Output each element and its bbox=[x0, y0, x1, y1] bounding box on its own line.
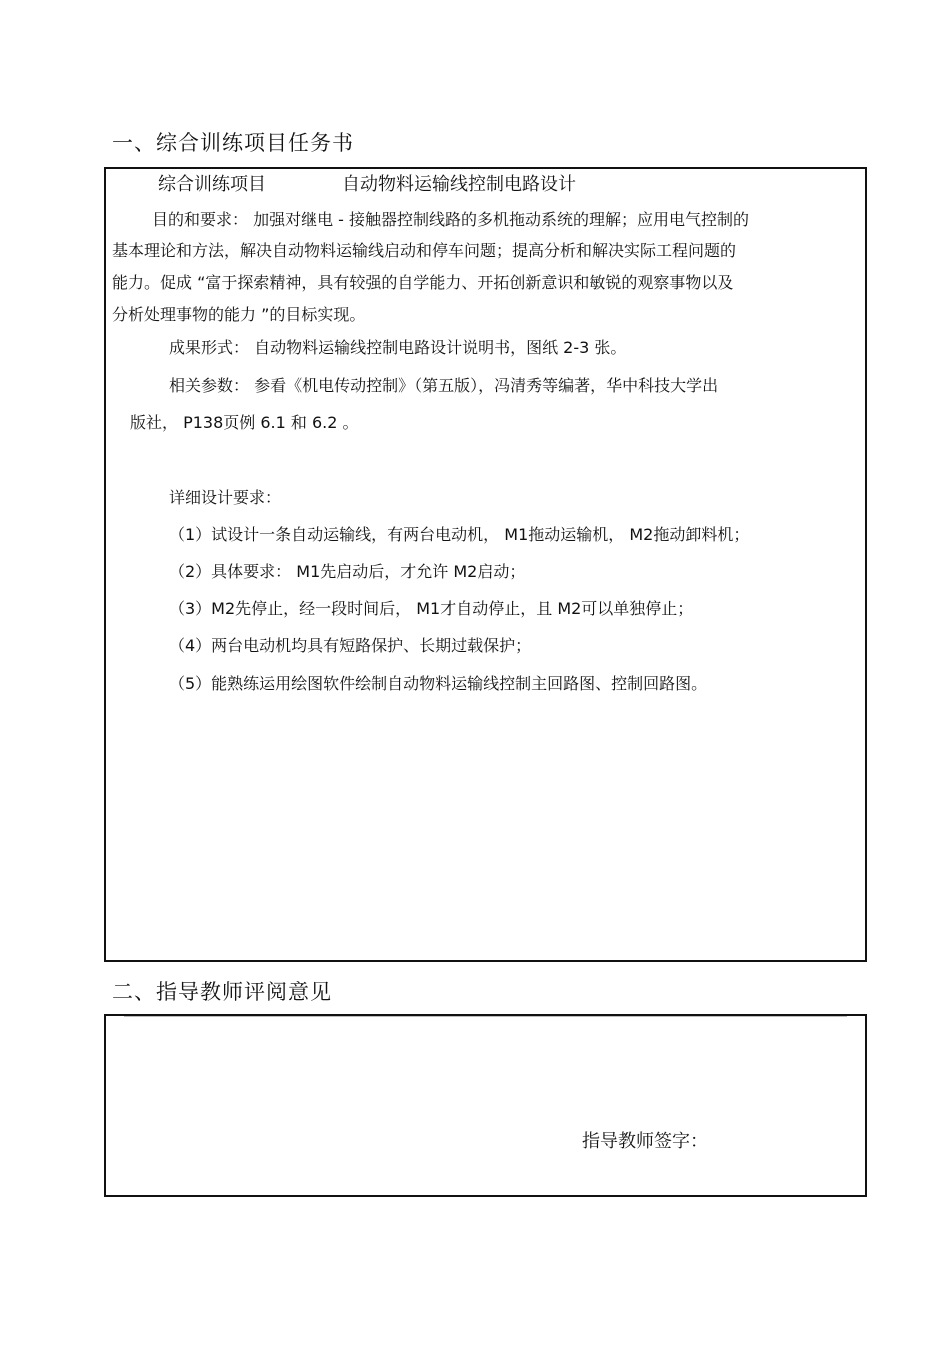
requirement-3: （3）M2先停止，经一段时间后， M1才自动停止，且 M2可以单独停止； bbox=[169, 599, 694, 618]
requirement-5: （5）能熟练运用绘图软件绘制自动物料运输线控制主回路图、控制回路图。 bbox=[169, 674, 708, 693]
detail-heading: 详细设计要求： bbox=[169, 488, 282, 507]
section2-heading: 二、指导教师评阅意见 bbox=[112, 980, 332, 1004]
project-title: 自动物料运输线控制电路设计 bbox=[342, 174, 576, 195]
divider bbox=[124, 1016, 847, 1017]
reference-line-2: 版社， P138页例 6.1 和 6.2 。 bbox=[130, 413, 359, 432]
purpose-line-4: 分析处理事物的能力 ”的目标实现。 bbox=[112, 305, 366, 324]
requirement-4: （4）两台电动机均具有短路保护、长期过载保护； bbox=[169, 636, 532, 655]
review-box bbox=[104, 1014, 867, 1197]
purpose-line-1: 目的和要求： 加强对继电 - 接触器控制线路的多机拖动系统的理解；应用电气控制的 bbox=[152, 210, 750, 229]
requirement-2: （2）具体要求： M1先启动后，才允许 M2启动； bbox=[169, 562, 526, 581]
purpose-line-2: 基本理论和方法，解决自动物料运输线启动和停车问题；提高分析和解决实际工程问题的 bbox=[112, 241, 737, 260]
section1-heading: 一、综合训练项目任务书 bbox=[112, 131, 354, 155]
requirement-1: （1）试设计一条自动运输线，有两台电动机， M1拖动运输机， M2拖动卸料机； bbox=[169, 525, 750, 544]
signature-label: 指导教师签字： bbox=[582, 1131, 708, 1152]
purpose-line-3: 能力。促成 “富于探索精神，具有较强的自学能力、开拓创新意识和敏锐的观察事物以及 bbox=[112, 273, 734, 292]
output-line: 成果形式： 自动物料运输线控制电路设计说明书，图纸 2-3 张。 bbox=[169, 338, 627, 357]
task-book-box bbox=[104, 167, 867, 962]
project-label: 综合训练项目 bbox=[158, 174, 266, 195]
reference-line-1: 相关参数： 参看《机电传动控制》（第五版），冯清秀等编著，华中科技大学出 bbox=[169, 376, 719, 395]
